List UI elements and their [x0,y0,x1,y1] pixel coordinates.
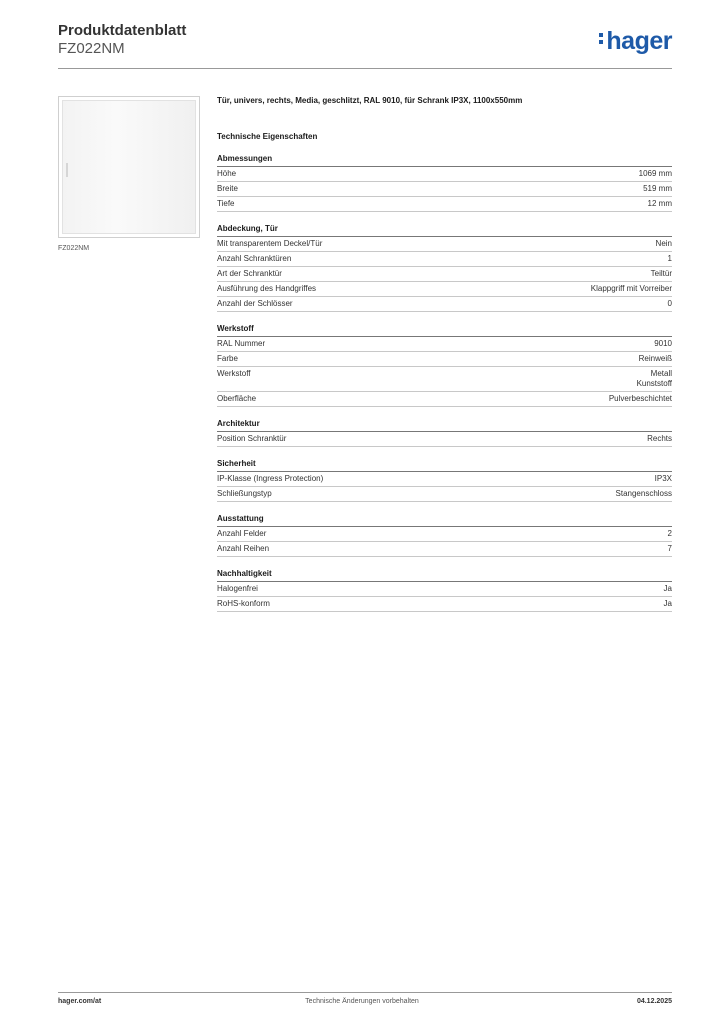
hager-logo [599,28,672,54]
property-group [217,569,672,612]
product-code: FZ022NM [58,40,125,57]
property-value: Nein [655,239,672,248]
property-row [217,337,672,352]
product-content [217,96,672,624]
property-group [217,459,672,502]
property-label: Breite [217,184,238,193]
property-row [217,197,672,212]
property-value: 1 [667,254,672,263]
group-title: Ausstattung [217,514,672,527]
property-row [217,167,672,182]
property-label: Halogenfrei [217,584,258,593]
property-label: Anzahl der Schlösser [217,299,293,308]
property-label: Anzahl Felder [217,529,267,538]
property-label: Ausführung des Handgriffes [217,284,317,293]
property-label: RAL Nummer [217,339,266,348]
property-label: Oberfläche [217,394,257,403]
property-value: Stangenschloss [615,489,672,498]
property-row [217,597,672,612]
property-row [217,487,672,502]
property-value: 1069 mm [638,169,672,178]
property-row [217,582,672,597]
property-label: RoHS-konform [217,599,270,608]
property-group [217,419,672,447]
property-value: 2 [667,529,672,538]
group-title: Werkstoff [217,324,672,337]
property-label: Tiefe [217,199,235,208]
group-title: Abdeckung, Tür [217,224,672,237]
property-value: Ja [663,599,672,608]
property-group [217,224,672,312]
property-row [217,182,672,197]
property-row [217,472,672,487]
property-label: Mit transparentem Deckel/Tür [217,239,323,248]
header-divider [58,68,672,69]
property-value: Reinweiß [638,354,672,363]
property-row [217,527,672,542]
property-value: Klappgriff mit Vorreiber [590,284,672,293]
property-row [217,267,672,282]
property-value: 12 mm [647,199,672,208]
property-value: IP3X [654,474,672,483]
property-group [217,154,672,212]
property-value: Teiltür [650,269,672,278]
document-title: Produktdatenblatt [58,22,187,39]
product-image [58,96,200,238]
property-group [217,324,672,407]
property-label: Farbe [217,354,238,363]
property-row [217,282,672,297]
group-title: Architektur [217,419,672,432]
group-title: Abmessungen [217,154,672,167]
document-header [58,22,186,58]
property-value: Pulverbeschichtet [608,394,672,403]
property-value: Ja [663,584,672,593]
technical-properties-heading: Technische Eigenschaften [217,132,318,141]
property-value: 0 [667,299,672,308]
property-label: Höhe [217,169,237,178]
footer-divider [58,992,672,993]
property-row [217,252,672,267]
property-label: Anzahl Reihen [217,544,270,553]
footer-date: 04.12.2025 [636,998,672,1005]
group-title: Sicherheit [217,459,672,472]
property-row [217,237,672,252]
property-label: Schließungstyp [217,489,272,498]
footer-website: hager.com/at [58,998,102,1005]
group-title: Nachhaltigkeit [217,569,672,582]
property-label: Art der Schranktür [217,269,282,278]
footer-notice: Technische Änderungen vorbehalten [305,998,419,1005]
door-panel-image [62,100,196,234]
property-label: IP-Klasse (Ingress Protection) [217,474,324,483]
property-label: Position Schranktür [217,434,287,443]
door-handle-icon [66,163,68,177]
property-row [217,542,672,557]
property-value: Rechts [647,434,672,443]
product-description: Tür, univers, rechts, Media, geschlitzt, RAL 9010, für Schrank IP3X, 1100x550mm [217,96,523,105]
property-label: Werkstoff [217,369,251,378]
property-group [217,514,672,557]
property-row [217,352,672,367]
logo-dots-icon [599,30,604,47]
property-row [217,367,672,392]
property-value: 9010 [654,339,672,348]
property-row [217,392,672,407]
property-row [217,297,672,312]
property-value: 519 mm [643,184,672,193]
property-row [217,432,672,447]
logo-text: hager [606,27,672,55]
image-caption: FZ022NM [58,245,90,252]
property-groups [217,154,672,612]
property-label: Anzahl Schranktüren [217,254,292,263]
property-value: Metall Kunststoff [636,369,672,388]
property-value: 7 [667,544,672,553]
